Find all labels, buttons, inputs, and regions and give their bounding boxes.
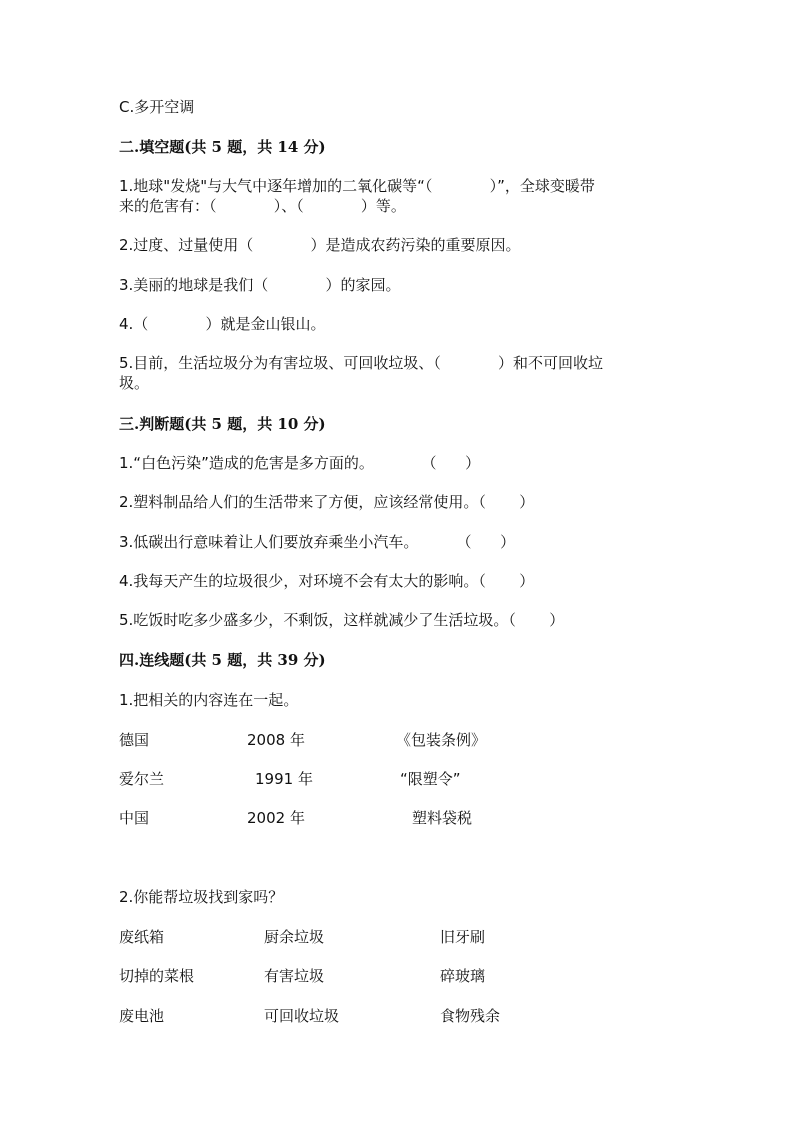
section-4-heading: 四.连线题(共 5 题，共 39 分) (119, 651, 326, 669)
match-q1: 1.把相关的内容连在一起。 (119, 691, 299, 709)
fill-q4: 4.（ ）就是金山银山。 (119, 315, 326, 333)
judge-q5: 5.吃饭时吃多少盛多少，不剩饭，这样就减少了生活垃圾。（ ） (119, 611, 565, 629)
match-q2-category: 可回收垃圾 (264, 1007, 340, 1025)
fill-q5-line2: 圾。 (119, 374, 150, 392)
match-q1-year: 1991 年 (255, 770, 313, 788)
fill-q1-line1: 1.地球"发烧"与大气中逐年增加的二氧化碳等“（ ）”，全球变暖带 (119, 177, 595, 195)
section-2-heading: 二.填空题(共 5 题，共 14 分) (119, 138, 326, 156)
match-q2-category: 有害垃圾 (264, 967, 325, 985)
match-q2-item: 切掉的菜根 (119, 967, 195, 985)
match-q1-year: 2002 年 (247, 809, 305, 827)
match-q2-item: 废纸箱 (119, 928, 165, 946)
match-q1-country: 德国 (119, 731, 150, 749)
option-c: C.多开空调 (119, 98, 195, 116)
judge-q2: 2.塑料制品给人们的生活带来了方便，应该经常使用。（ ） (119, 493, 535, 511)
section-3-heading: 三.判断题(共 5 题，共 10 分) (119, 415, 326, 433)
match-q2-category: 厨余垃圾 (264, 928, 325, 946)
match-q2: 2.你能帮垃圾找到家吗？ (119, 888, 284, 906)
judge-q4: 4.我每天产生的垃圾很少，对环境不会有太大的影响。（ ） (119, 572, 535, 590)
match-q2-item: 废电池 (119, 1007, 165, 1025)
fill-q1-line2: 来的危害有：（ ）、（ ）等。 (119, 197, 406, 215)
judge-q3: 3.低碳出行意味着让人们要放弃乘坐小汽车。 （ ） (119, 533, 516, 551)
match-q1-policy: “限塑令” (400, 770, 461, 788)
match-q2-item-right: 碎玻璃 (440, 967, 486, 985)
match-q2-item-right: 食物残余 (440, 1007, 501, 1025)
match-q1-country: 中国 (119, 809, 150, 827)
match-q1-policy: 塑料袋税 (412, 809, 473, 827)
match-q1-policy: 《包装条例》 (396, 731, 487, 749)
match-q1-year: 2008 年 (247, 731, 305, 749)
match-q1-country: 爱尔兰 (119, 770, 165, 788)
fill-q2: 2.过度、过量使用（ ）是造成农药污染的重要原因。 (119, 236, 521, 254)
match-q2-item-right: 旧牙刷 (440, 928, 486, 946)
fill-q5-line1: 5.目前，生活垃圾分为有害垃圾、可回收垃圾、（ ）和不可回收垃 (119, 354, 604, 372)
fill-q3: 3.美丽的地球是我们（ ）的家园。 (119, 276, 401, 294)
judge-q1: 1.“白色污染”造成的危害是多方面的。 （ ） (119, 454, 481, 472)
